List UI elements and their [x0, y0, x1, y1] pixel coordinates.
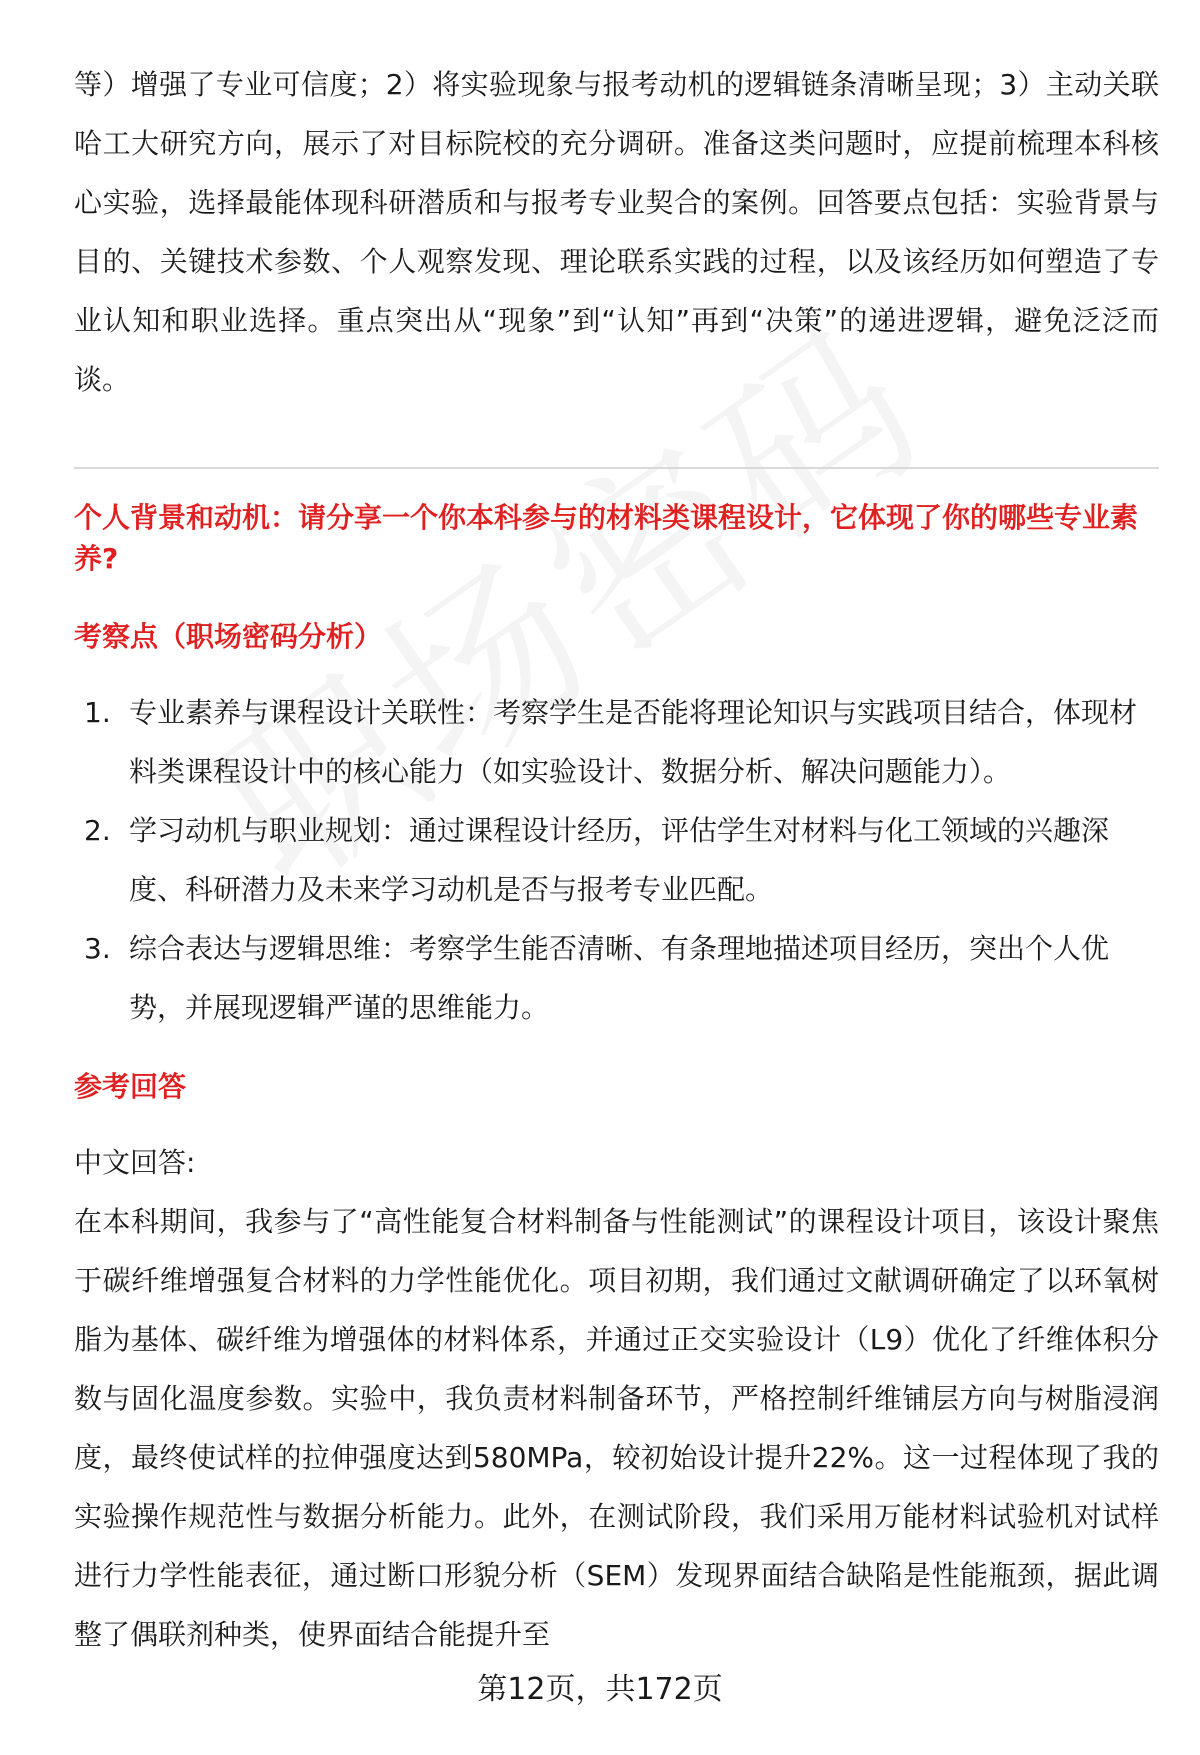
- list-item-text: 专业素养与课程设计关联性：考察学生是否能将理论知识与实践项目结合，体现材料类课程设计中的核心能力（如实验设计、数据分析、解决问题能力）。: [129, 696, 1138, 788]
- list-item-text: 综合表达与逻辑思维：考察学生能否清晰、有条理地描述项目经历，突出个人优势，并展现逻辑严谨的思维能力。: [129, 932, 1110, 1024]
- answer-title: 参考回答: [74, 1070, 187, 1103]
- list-item-number: 3.: [84, 932, 111, 965]
- list-item: [74, 683, 1159, 801]
- list-item: [74, 801, 1159, 919]
- list-item-text: 学习动机与职业规划：通过课程设计经历，评估学生对材料与化工领域的兴趣深度、科研潜力及未来学习动机是否与报考专业匹配。: [129, 814, 1110, 906]
- assessment-title: 考察点（职场密码分析）: [74, 620, 383, 653]
- page-footer: 第12页，共172页: [477, 1672, 723, 1707]
- answer-text: 在本科期间，我参与了“高性能复合材料制备与性能测试”的课程设计项目，该设计聚焦于碳纤维增强复合材料的力学性能优化。项目初期，我们通过文献调研确定了以环氧树脂为基体、碳纤维为增强体的材料体系，并通过正交实验设计（L9）优化了纤维体积分数与固化温度参数。实验中，我负责材料制备环节，严格控制纤维铺层方向与树脂浸润度，最终使试样的拉伸强度达到580MPa，较初始设计提升22%。这一过程体现了我的实验操作规范性与数据分析能力。此外，在测试阶段，我们采用万能材料试验机对试样进行力学性能表征，通过断口形貌分析（SEM）发现界面结合缺陷是性能瓶颈，据此调整了偶联剂种类，使界面结合能提升至: [74, 1205, 1159, 1651]
- assessment-list: [74, 683, 1159, 1037]
- section-divider: [74, 467, 1159, 469]
- list-item-number: 1.: [84, 696, 111, 729]
- intro-paragraph: 等）增强了专业可信度；2）将实验现象与报考动机的逻辑链条清晰呈现；3）主动关联哈工大研究方向，展示了对目标院校的充分调研。准备这类问题时，应提前梳理本科核心实验，选择最能体现科研潜质和与报考专业契合的案例。回答要点包括：实验背景与目的、关键技术参数、个人观察发现、理论联系实践的过程，以及该经历如何塑造了专业认知和职业选择。重点突出从“现象”到“认知”再到“决策”的递进逻辑，避免泛泛而谈。: [74, 68, 1159, 396]
- document-page: [74, 55, 1159, 1664]
- question-heading: 个人背景和动机：请分享一个你本科参与的材料类课程设计，它体现了你的哪些专业素养?: [74, 501, 1139, 575]
- list-item-number: 2.: [84, 814, 111, 847]
- list-item: [74, 919, 1159, 1037]
- answer-label: 中文回答:: [74, 1146, 196, 1179]
